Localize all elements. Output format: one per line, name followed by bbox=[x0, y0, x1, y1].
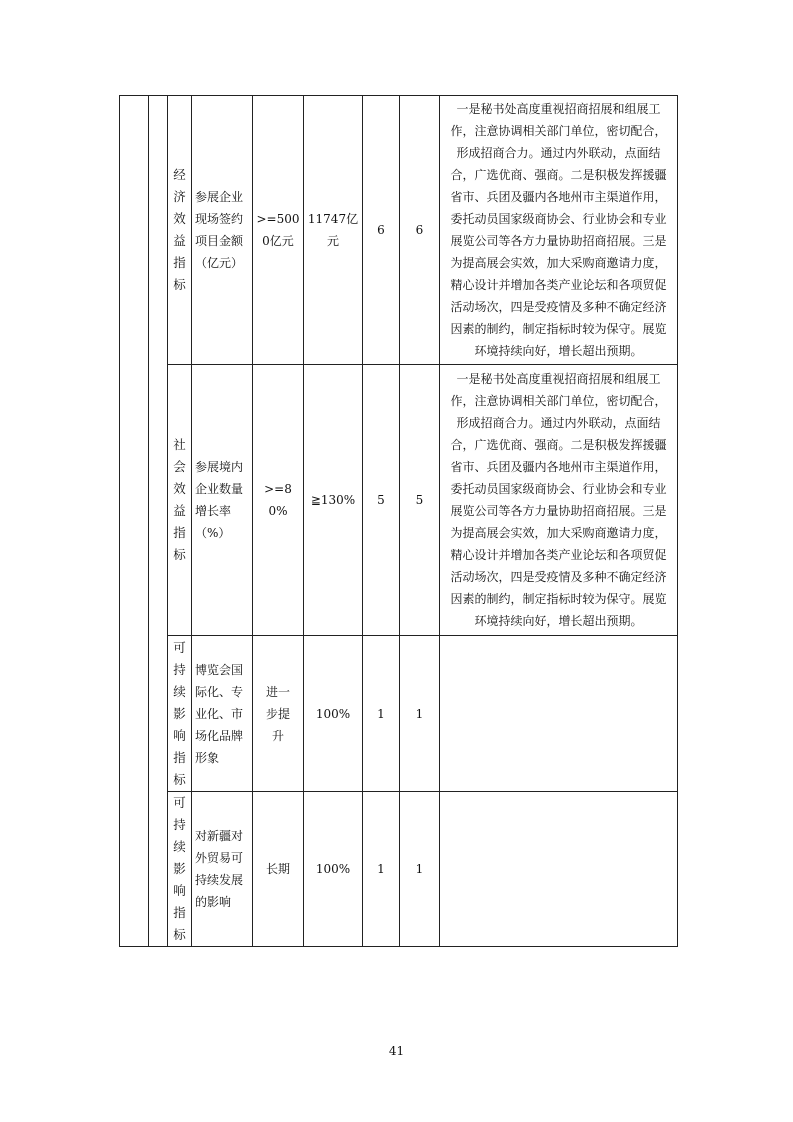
actual-score: 6 bbox=[400, 96, 440, 365]
indicator-name: 参展境内企业数量增长率（%） bbox=[192, 365, 253, 636]
indicator-category: 社会效益指标 bbox=[168, 365, 192, 636]
target-value: >=5000亿元 bbox=[253, 96, 304, 365]
target-value: 长期 bbox=[253, 792, 304, 947]
page-number: 41 bbox=[388, 1044, 405, 1058]
weight-score: 1 bbox=[363, 792, 400, 947]
actual-score: 5 bbox=[400, 365, 440, 636]
indicator-category: 经济效益指标 bbox=[168, 96, 192, 365]
weight-score: 1 bbox=[363, 636, 400, 792]
empty-cell bbox=[120, 96, 149, 947]
empty-cell bbox=[149, 96, 168, 947]
deviation-analysis: 一是秘书处高度重视招商招展和组展工作，注意协调相关部门单位，密切配合，形成招商合力。通过内外联动，点面结合，广选优商、强商。二是积极发挥援疆省市、兵团及疆内各地州市主渠道作用，委托动员国家级商协会、行业协会和专业展览公司等各方力量协助招商招展。三是为提高展会实效，加大采购商邀请力度，精心设计并增加各类产业论坛和各项贸促活动场次，四是受疫情及多种不确定经济因素的制约，制定指标时较为保守。展览环境持续向好，增长超出预期。 bbox=[440, 365, 678, 636]
actual-value: 100% bbox=[304, 792, 363, 947]
indicator-category: 可持续影响指标 bbox=[168, 792, 192, 947]
weight-score: 6 bbox=[363, 96, 400, 365]
deviation-analysis bbox=[440, 636, 678, 792]
actual-score: 1 bbox=[400, 636, 440, 792]
performance-indicator-table bbox=[119, 95, 678, 947]
actual-value: ≧130% bbox=[304, 365, 363, 636]
table-row bbox=[120, 792, 678, 947]
weight-score: 5 bbox=[363, 365, 400, 636]
table-row bbox=[120, 365, 678, 636]
deviation-analysis: 一是秘书处高度重视招商招展和组展工作，注意协调相关部门单位，密切配合，形成招商合力。通过内外联动，点面结合，广选优商、强商。二是积极发挥援疆省市、兵团及疆内各地州市主渠道作用，委托动员国家级商协会、行业协会和专业展览公司等各方力量协助招商招展。三是为提高展会实效，加大采购商邀请力度，精心设计并增加各类产业论坛和各项贸促活动场次，四是受疫情及多种不确定经济因素的制约，制定指标时较为保守。展览环境持续向好，增长超出预期。 bbox=[440, 96, 678, 365]
table-row bbox=[120, 96, 678, 365]
indicator-name: 博览会国际化、专业化、市场化品牌形象 bbox=[192, 636, 253, 792]
deviation-analysis bbox=[440, 792, 678, 947]
target-value: 进一步提升 bbox=[253, 636, 304, 792]
actual-value: 100% bbox=[304, 636, 363, 792]
target-value: >=80% bbox=[253, 365, 304, 636]
table-row bbox=[120, 636, 678, 792]
indicator-name: 参展企业现场签约项目金额（亿元） bbox=[192, 96, 253, 365]
indicator-category: 可持续影响指标 bbox=[168, 636, 192, 792]
indicator-name: 对新疆对外贸易可持续发展的影响 bbox=[192, 792, 253, 947]
actual-value: 11747亿元 bbox=[304, 96, 363, 365]
actual-score: 1 bbox=[400, 792, 440, 947]
